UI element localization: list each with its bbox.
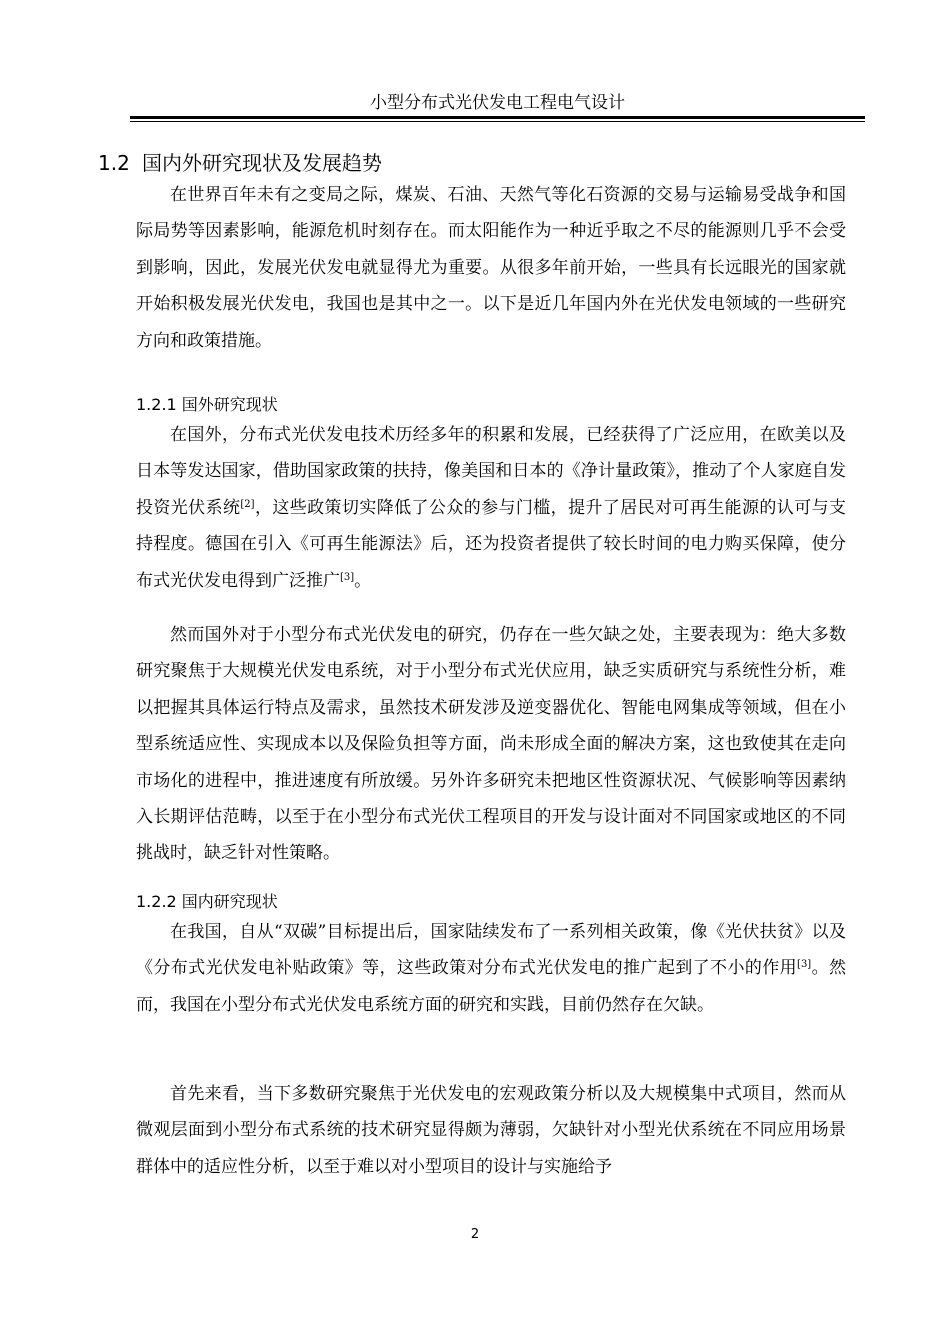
text-run: 。然而，我国在小型分布式光伏发电系统方面的研究和实践，目前仍然存在欠缺。 — [136, 958, 847, 1015]
text-run: 在我国，自从“双碳”目标提出后，国家陆续发布了一系列相关政策，像《光伏扶贫》以及《分布式光伏发电补贴政策》等，这些政策对分布式光伏发电的推广起到了不小的作用 — [136, 922, 846, 979]
paragraph-domestic-2: 首先来看，当下多数研究聚焦于光伏发电的宏观政策分析以及大规模集中式项目，然而从微观层面到小型分布式系统的技术研究显得颇为薄弱，欠缺针对小型光伏系统在不同应用场景群体中的适应性分析，以至于难以对小型项目的设计与实施给予 — [136, 1084, 846, 1177]
header-rule-thick — [130, 116, 865, 119]
citation-ref: [3] — [797, 959, 812, 971]
section-heading — [98, 150, 382, 176]
running-header: 小型分布式光伏发电工程电气设计 — [370, 93, 625, 113]
intro-paragraph: 在世界百年未有之变局之际，煤炭、石油、天然气等化石资源的交易与运输易受战争和国际局势等因素影响，能源危机时刻存在。而太阳能作为一种近乎取之不尽的能源则几乎不会受到影响，因此，发展光伏发电就显得尤为重要。从很多年前开始，一些具有长远眼光的国家就开始积极发展光伏发电，我国也是其中之一。以下是近几年国内外在光伏发电领域的一些研究方向和政策措施。 — [136, 185, 846, 351]
text-run: ，这些政策切实降低了公众的参与门槛，提升了居民对可再生能源的认可与支持程度。德国在引入《可再生能源法》后，还为投资者提供了较长时间的电力购买保障，使分布式光伏发电得到广泛推广 — [136, 497, 846, 591]
page-number: 2 — [470, 1227, 480, 1242]
subsection-heading-1-2-2: 1.2.2 国内研究现状 — [136, 892, 278, 911]
section-title: 国内外研究现状及发展趋势 — [142, 151, 382, 175]
subsection-heading-1-2-1: 1.2.1 国外研究现状 — [136, 395, 278, 414]
text-run: 。 — [354, 570, 372, 591]
paragraph-domestic-1 — [136, 914, 846, 1023]
section-number: 1.2 — [98, 151, 130, 175]
header-rule-thin — [130, 121, 865, 122]
citation-ref: [3] — [340, 571, 355, 583]
text-run: 在国外，分布式光伏发电技术历经多年的积累和发展，已经获得了广泛应用，在欧美以及日本等发达国家，借助国家政策的扶持，像美国和日本的《净计量政策》，推动了个人家庭自发投资光伏系统 — [136, 425, 846, 518]
paragraph-foreign-1 — [136, 417, 846, 599]
paragraph-foreign-2: 然而国外对于小型分布式光伏发电的研究，仍存在一些欠缺之处，主要表现为：绝大多数研究聚焦于大规模光伏发电系统，对于小型分布式光伏应用，缺乏实质研究与系统性分析，难以把握其具体运行特点及需求，虽然技术研发涉及逆变器优化、智能电网集成等领域，但在小型系统适应性、实现成本以及保险负担等方面，尚未形成全面的解决方案，这也致使其在走向市场化的进程中，推进速度有所放缓。另外许多研究未把地区性资源状况、气候影响等因素纳入长期评估范畴，以至于在小型分布式光伏工程项目的开发与设计面对不同国家或地区的不同挑战时，缺乏针对性策略。 — [136, 625, 846, 864]
citation-ref: [2] — [240, 498, 255, 510]
